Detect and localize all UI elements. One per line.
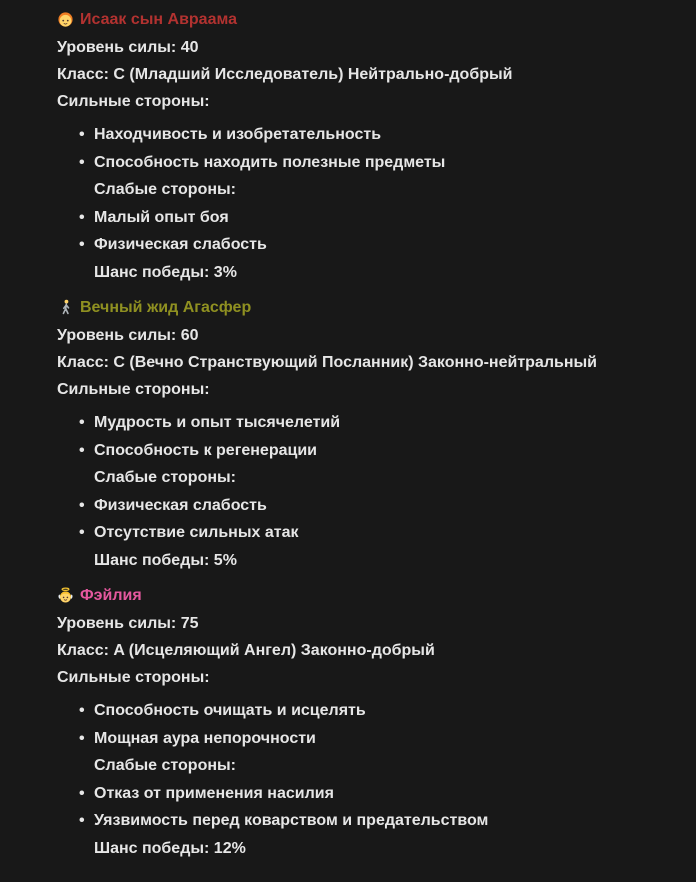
strengths-label: Сильные стороны: [57,93,210,110]
character-section [57,8,666,286]
weakness-item: • Физическая слабость [94,231,666,259]
character-heading [57,296,666,319]
strength-item: • Находчивость и изобретательность [94,121,666,149]
weakness-item: • Отсутствие сильных атак [94,519,666,547]
angel-emoji [57,587,74,604]
strength-item: • Способность очищать и исцелять [94,697,666,725]
class-line: Класс: C (Младший Исследователь) Нейтрально-добрый [57,66,513,83]
character-name: Фэйлия [80,587,142,604]
character-section [57,296,666,574]
power-level: Уровень силы: 75 [57,615,199,632]
character-heading [57,8,666,31]
weaknesses-label: Слабые стороны: [94,757,237,774]
weakness-item: • Отказ от применения насилия [94,780,666,808]
character-section [57,584,666,862]
traits-list [57,409,666,574]
character-name: Вечный жид Агасфер [80,299,252,316]
strength-item: • Способность находить полезные предметы [94,149,666,177]
traits-list [57,121,666,286]
weaknesses-label: Слабые стороны: [94,469,237,486]
class-line: Класс: A (Исцеляющий Ангел) Законно-добрый [57,642,435,659]
class-line: Класс: C (Вечно Странствующий Посланник) Законно-нейтральный [57,354,597,371]
power-level: Уровень силы: 60 [57,327,199,344]
strengths-label: Сильные стороны: [57,381,210,398]
strength-item: • Способность к регенерации [94,437,666,465]
strengths-label: Сильные стороны: [57,669,210,686]
weaknesses-label: Слабые стороны: [94,181,237,198]
power-level: Уровень силы: 40 [57,39,199,56]
win-chance: Шанс победы: 12% [94,839,246,857]
weakness-item: • Физическая слабость [94,492,666,520]
walking-person-emoji [57,299,74,316]
character-heading [57,584,666,607]
win-chance: Шанс победы: 3% [94,263,237,281]
strength-item: • Мощная аура непорочности [94,725,666,753]
weakness-item: • Малый опыт боя [94,204,666,232]
boy-emoji [57,11,74,28]
weakness-item: • Уязвимость перед коварством и предательством [94,807,666,835]
traits-list [57,697,666,862]
win-chance: Шанс победы: 5% [94,551,237,569]
strength-item: • Мудрость и опыт тысячелетий [94,409,666,437]
character-name: Исаак сын Авраама [80,11,237,28]
